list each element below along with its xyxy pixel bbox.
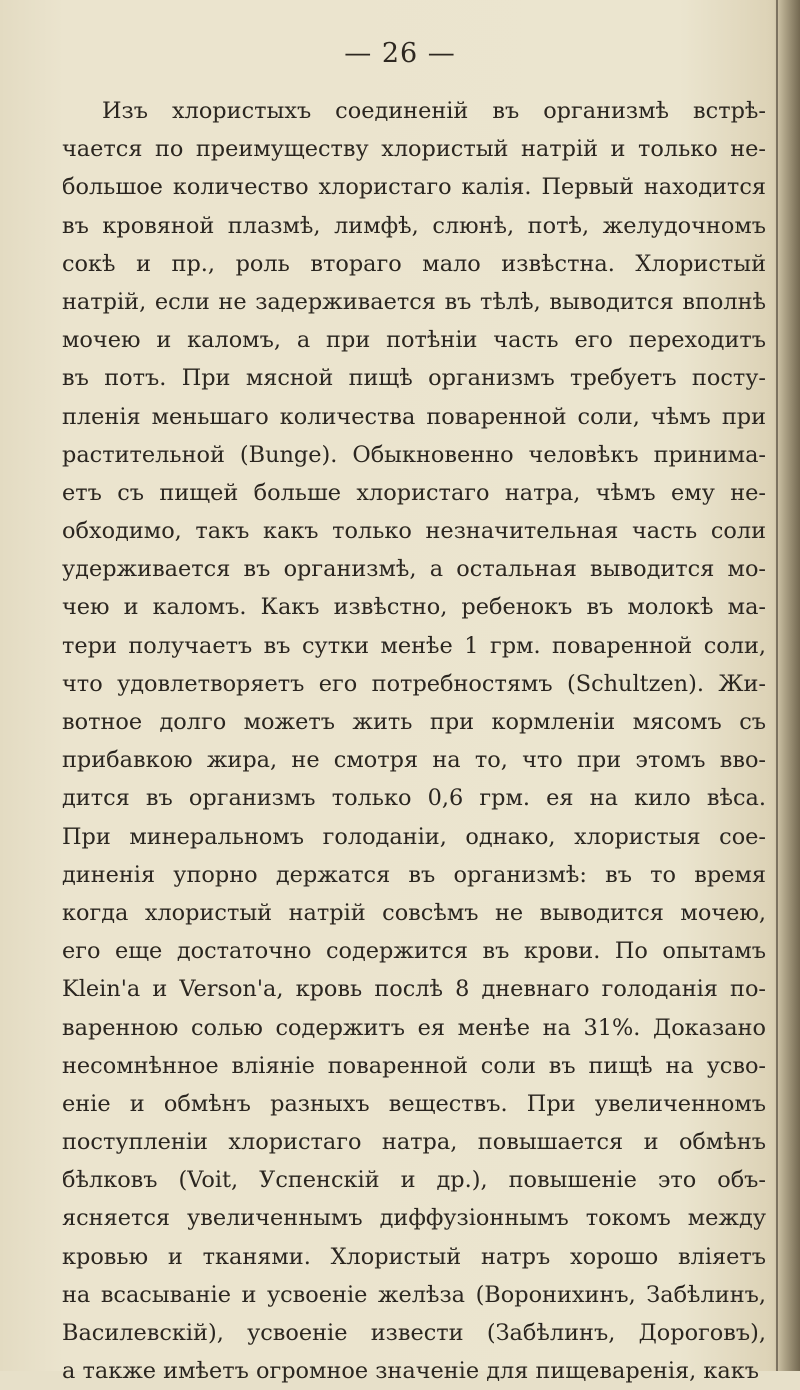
text-line: въ потъ. При мясной пищѣ организмъ требуетъ посту- (62, 365, 766, 392)
text-line: Klein'а и Verson'а, кровь послѣ 8 дневнаго голоданiя по- (62, 976, 766, 1003)
text-line: дится въ организмъ только 0,6 грм. ея на кило вѣса. (62, 785, 766, 812)
page-edge-line (776, 0, 778, 1371)
text-line: диненiя упорно держатся въ организмѣ: въ то время (62, 861, 766, 888)
text-line: а также имѣетъ огромное значенiе для пищеваренiя, какъ (62, 1358, 759, 1385)
text-line: При минеральномъ голоданiи, однако, хлористыя сое- (62, 823, 766, 850)
text-line: мочею и каломъ, а при потѣнiи часть его переходитъ (62, 327, 766, 354)
text-line: натрiй, если не задерживается въ тѣлѣ, выводится вполнѣ (62, 288, 766, 315)
page-number: — 26 — (344, 38, 456, 69)
text-line: на всасыванiе и усвоенiе желѣза (Воронихинъ, Забѣлинъ, (62, 1281, 766, 1308)
text-line: большое количество хлористаго калiя. Первый находится (62, 174, 766, 201)
text-line: поступленiи хлористаго натра, повышается и обмѣнъ (62, 1129, 766, 1156)
text-line: растительной (Bunge). Обыкновенно человѣкъ принима- (62, 441, 766, 468)
text-line: удерживается въ организмѣ, а остальная выводится мо- (62, 556, 766, 583)
text-line: вотное долго можетъ жить при кормленiи мясомъ съ (62, 709, 766, 735)
text-line: тери получаетъ въ сутки менѣе 1 грм. поваренной соли, (62, 632, 766, 659)
text-line: Изъ хлористыхъ соединенiй въ организмѣ встрѣ- (102, 98, 766, 124)
body-text (62, 92, 766, 1390)
text-line: несомнѣнное влiянiе поваренной соли въ пищѣ на усво- (62, 1052, 766, 1079)
text-line: бѣлковъ (Voit, Успенскiй и др.), повышенiе это объ- (62, 1167, 766, 1194)
text-line: его еще достаточно содержится въ крови. По опытамъ (62, 938, 766, 965)
text-line: когда хлористый натрiй совсѣмъ не выводится мочею, (62, 899, 766, 926)
text-line: въ кровяной плазмѣ, лимфѣ, слюнѣ, потѣ, желудочномъ (62, 212, 766, 239)
text-line: что удовлетворяетъ его потребностямъ (Schultzen). Жи- (62, 670, 766, 697)
text-line: енiе и обмѣнъ разныхъ веществъ. При увеличенномъ (62, 1090, 766, 1117)
text-line: Василевскiй), усвоенiе извести (Забѣлинъ, Дороговъ), (62, 1320, 766, 1346)
text-line: пленiя меньшаго количества поваренной соли, чѣмъ при (62, 403, 766, 430)
text-line: ясняется увеличеннымъ диффузiоннымъ токомъ между (62, 1205, 766, 1232)
text-line: етъ съ пищей больше хлористаго натра, чѣмъ ему не- (62, 479, 766, 506)
text-line: сокѣ и пр., роль втораго мало извѣстна. Хлористый (62, 250, 766, 277)
text-line: кровью и тканями. Хлористый натръ хорошо влiяетъ (62, 1243, 766, 1270)
text-line: обходимо, такъ какъ только незначительная часть соли (62, 518, 766, 545)
text-line: варенною солью содержитъ ея менѣе на 31%. Доказано (62, 1014, 766, 1041)
text-line: чается по преимуществу хлористый натрiй и только не- (62, 136, 766, 163)
text-line: чею и каломъ. Какъ извѣстно, ребенокъ въ молокѣ ма- (62, 594, 766, 621)
text-line: прибавкою жира, не смотря на то, что при этомъ вво- (62, 747, 766, 774)
